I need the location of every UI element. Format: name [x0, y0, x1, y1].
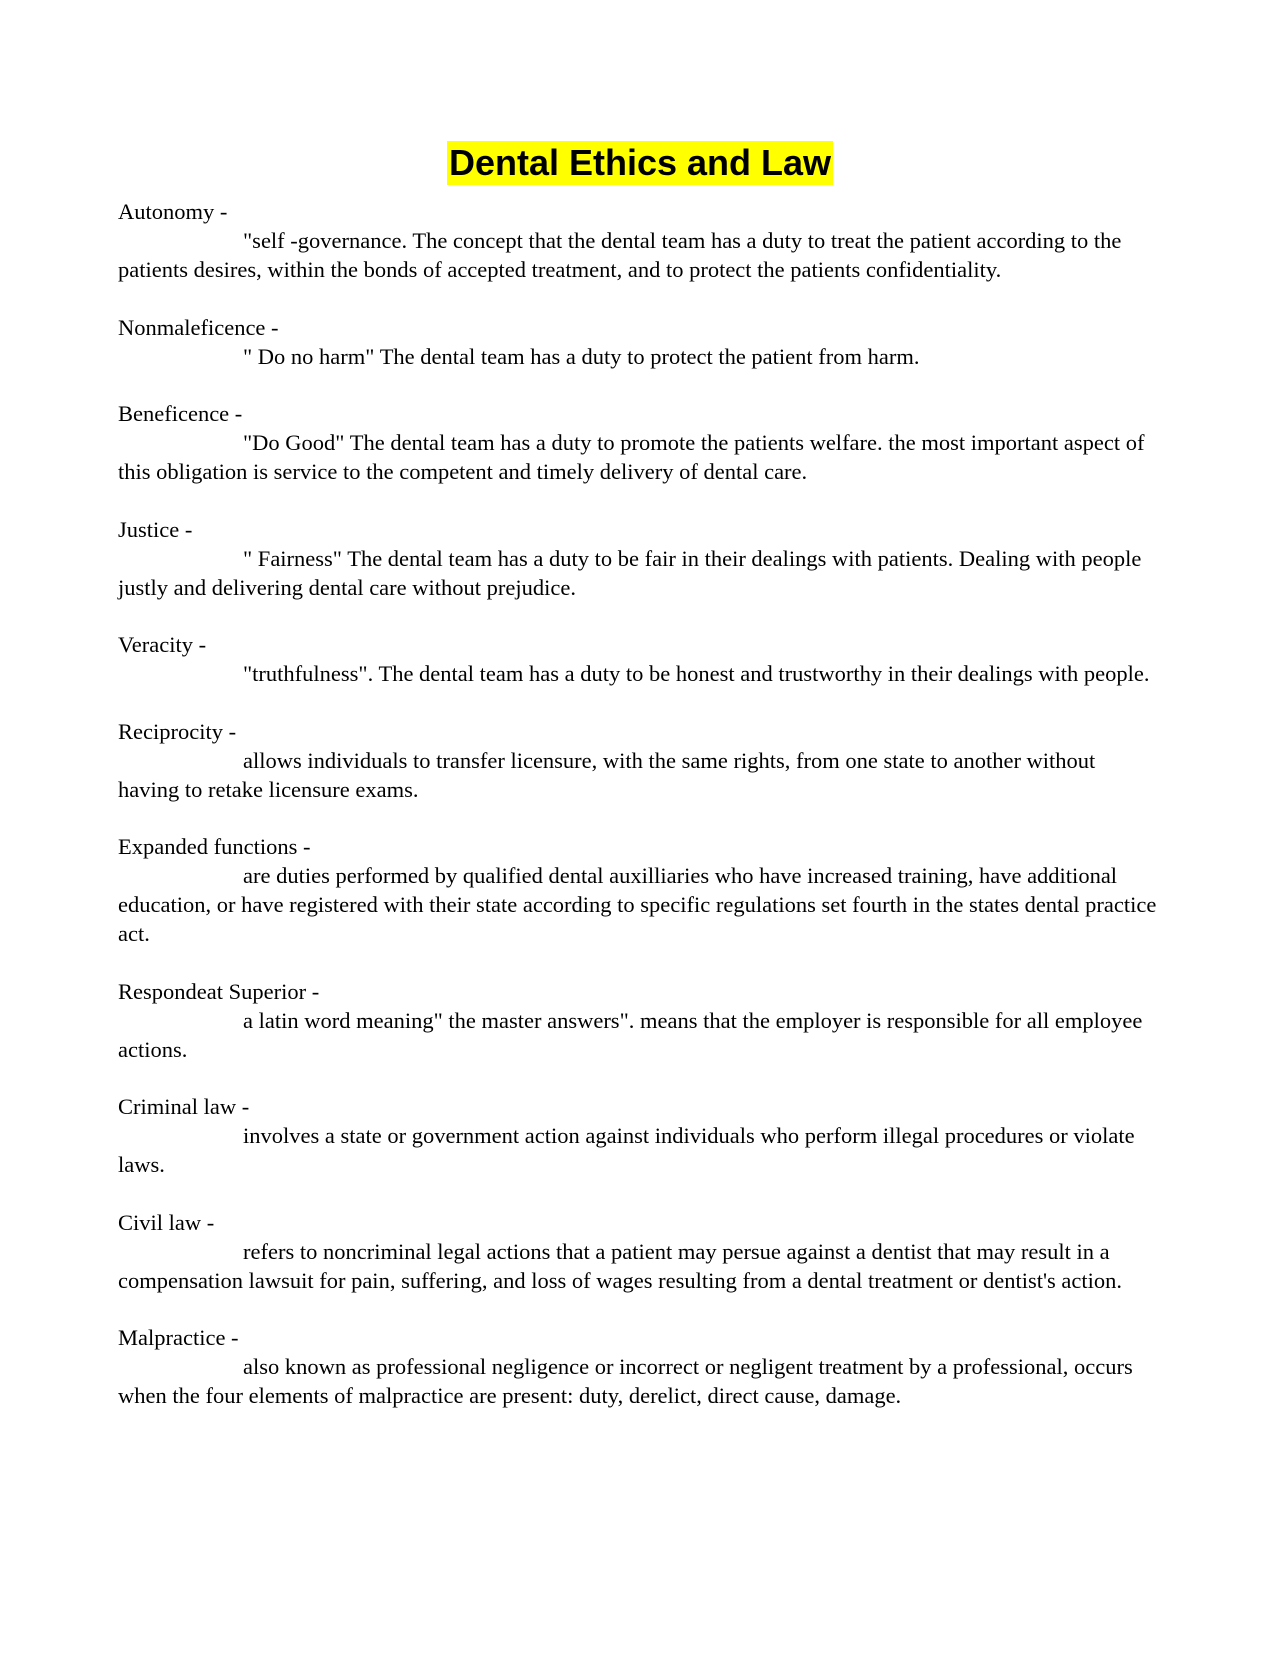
glossary-entry-justice [118, 515, 1160, 602]
term-label: Criminal law - [118, 1094, 250, 1119]
term-label: Civil law - [118, 1209, 215, 1235]
term-label: Reciprocity - [118, 718, 237, 744]
term-label: Veracity - [118, 632, 207, 657]
glossary-list [118, 197, 1160, 1439]
term-definition: " Do no harm" The dental team has a duty to protect the patient from harm. [243, 343, 920, 369]
glossary-entry-expanded-functions [118, 832, 1160, 948]
term-label: Autonomy - [118, 199, 228, 224]
term-label: Justice - [118, 516, 193, 542]
term-definition: allows individuals to transfer licensure, with the same rights, from one state to another without having to retake licensure exams. [118, 747, 1096, 802]
glossary-entry-veracity [118, 630, 1160, 688]
term-label: Beneficence - [118, 401, 243, 426]
glossary-entry-autonomy [118, 197, 1160, 284]
glossary-entry-malpractice [118, 1323, 1160, 1410]
term-definition: "truthfulness". The dental team has a duty to be honest and trustworthy in their dealings with people. [243, 661, 1150, 686]
term-definition: refers to noncriminal legal actions that a patient may persue against a dentist that may result in a compensation lawsuit for pain, suffering, and loss of wages resulting from a dental treatment or dentist's action. [118, 1238, 1123, 1293]
glossary-entry-nonmaleficence [118, 313, 1160, 371]
term-label: Malpractice - [118, 1325, 239, 1350]
term-label: Nonmaleficence - [118, 314, 279, 340]
term-definition: also known as professional negligence or incorrect or negligent treatment by a professional, occurs when the four elements of malpractice are present: duty, derelict, direct cause, damage. [118, 1354, 1133, 1408]
glossary-entry-reciprocity [118, 717, 1160, 804]
glossary-entry-criminal-law [118, 1092, 1160, 1179]
term-label: Expanded functions - [118, 834, 311, 859]
term-definition: "self -governance. The concept that the dental team has a duty to treat the patient according to the patients desires, within the bonds of accepted treatment, and to protect the patients confidentiality. [118, 228, 1122, 282]
document-title: Dental Ethics and Law [448, 142, 832, 183]
glossary-entry-respondeat-superior [118, 977, 1160, 1064]
term-definition: involves a state or government action against individuals who perform illegal procedures or violate laws. [118, 1123, 1135, 1177]
glossary-entry-civil-law [118, 1208, 1160, 1295]
term-definition: "Do Good" The dental team has a duty to promote the patients welfare. the most important aspect of this obligation is service to the competent and timely delivery of dental care. [118, 430, 1145, 484]
term-definition: are duties performed by qualified dental auxilliaries who have increased training, have additional education, or have registered with their state according to specific regulations set fourth in the states dental practice act. [118, 863, 1157, 946]
glossary-entry-beneficence [118, 399, 1160, 486]
term-label: Respondeat Superior - [118, 978, 320, 1004]
term-definition: " Fairness" The dental team has a duty to be fair in their dealings with patients. Dealing with people justly and delivering dental care without prejudice. [118, 545, 1142, 600]
title-container [0, 141, 1280, 185]
term-definition: a latin word meaning" the master answers". means that the employer is responsible for all employee actions. [118, 1007, 1143, 1062]
